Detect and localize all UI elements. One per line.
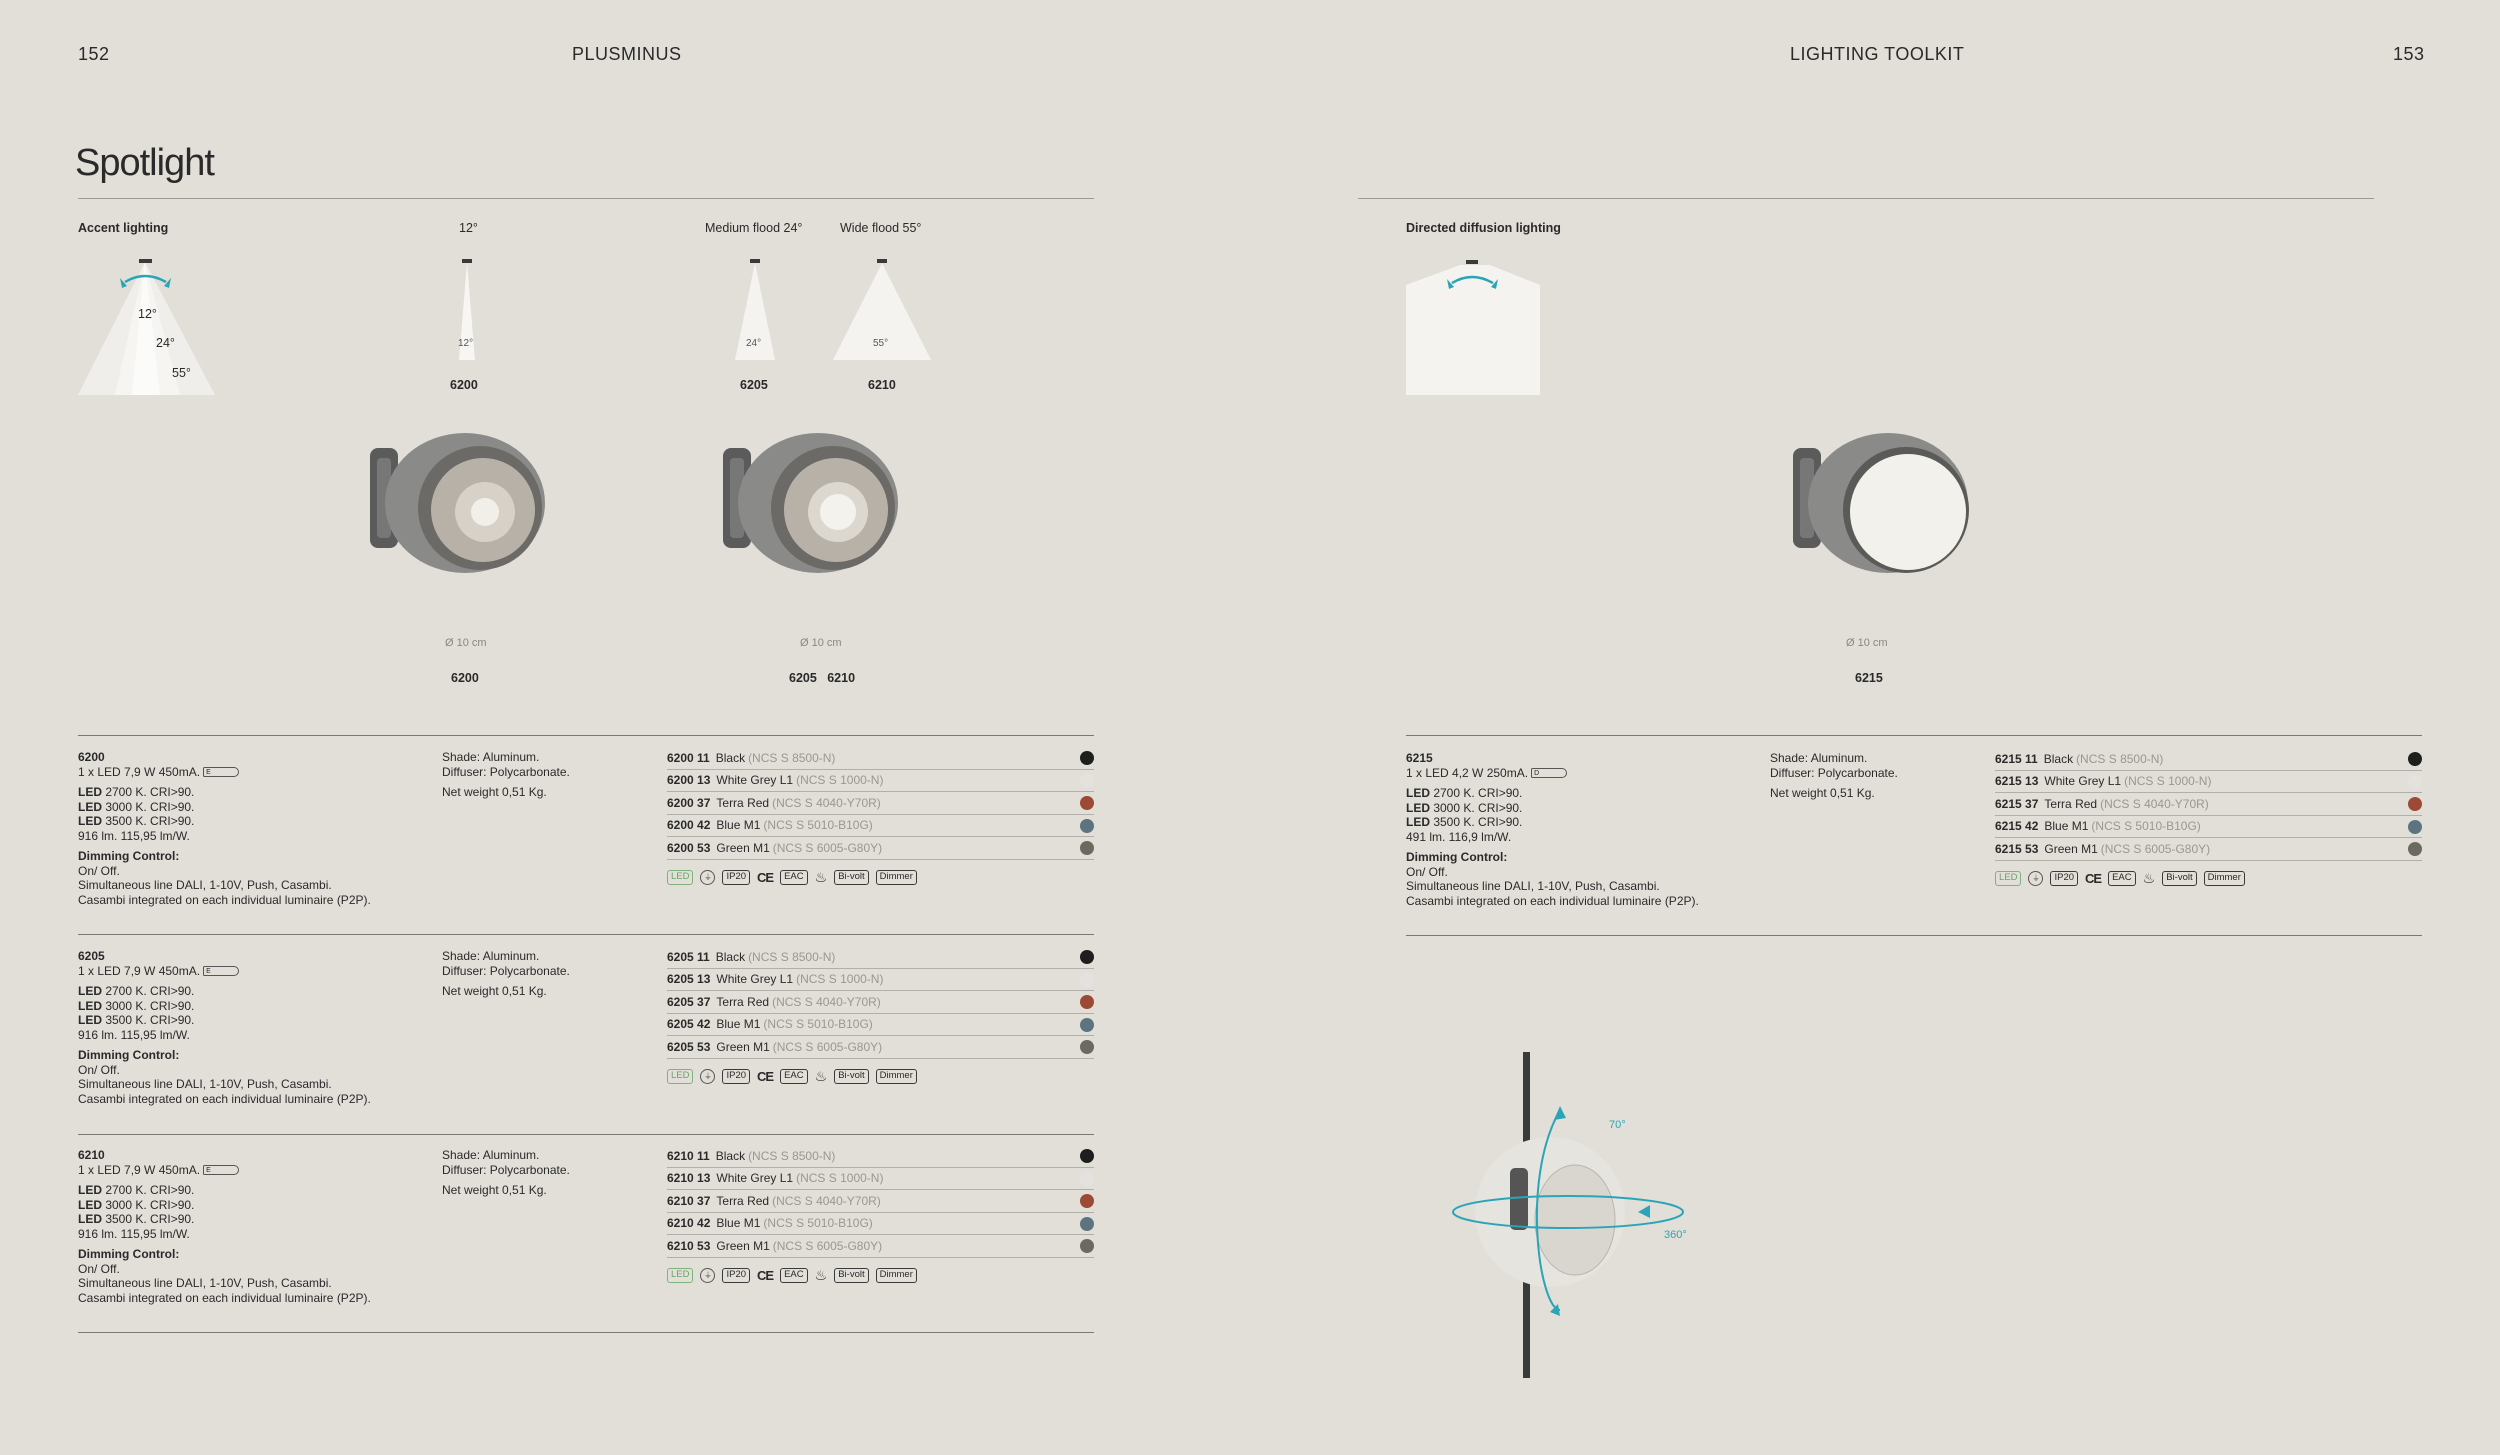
- dimming-line: Casambi integrated on each individual luminaire (P2P).: [78, 1290, 371, 1305]
- color-code: 6205 37: [667, 994, 711, 1009]
- spec-led-line: [78, 1013, 371, 1028]
- spec-power-line: 1 x LED 4,2 W 250mA. D: [1406, 766, 1699, 781]
- led-label: LED: [78, 1197, 102, 1212]
- color-row[interactable]: [667, 815, 1094, 838]
- color-name: Green M1: [716, 840, 770, 855]
- color-swatch: [1080, 751, 1094, 765]
- accent-lighting-label: Accent lighting: [78, 221, 169, 235]
- dimming-line: On/ Off.: [78, 1062, 120, 1077]
- color-swatch: [1080, 1172, 1094, 1186]
- title-divider: [78, 198, 1094, 199]
- spec-code: 6215: [1406, 751, 1433, 765]
- color-name: Green M1: [2044, 841, 2098, 856]
- energy-class-icon: D: [1531, 768, 1567, 778]
- color-name: Black: [715, 1148, 746, 1163]
- color-row[interactable]: [667, 991, 1094, 1014]
- certification-icons: [667, 1068, 1094, 1085]
- color-row[interactable]: [667, 770, 1094, 793]
- spec-divider-right-2: [1406, 935, 2422, 936]
- color-code: 6210 11: [667, 1148, 710, 1163]
- brand-name: PLUSMINUS: [572, 44, 682, 64]
- color-row[interactable]: [667, 792, 1094, 815]
- diffusion-diagram: [1400, 255, 1545, 400]
- color-swatch: [1080, 995, 1094, 1009]
- color-code: 6215 53: [1995, 841, 2039, 856]
- color-ncs: (NCS S 4040-Y70R): [772, 1193, 881, 1208]
- energy-class-icon: E: [203, 1165, 239, 1175]
- dimmer-badge: Dimmer: [876, 1069, 917, 1084]
- color-ncs: (NCS S 5010-B10G): [2091, 819, 2201, 834]
- dimmer-badge: Dimmer: [2204, 871, 2245, 886]
- color-name: Terra Red: [2044, 796, 2098, 811]
- shade-text: Shade: Aluminum.: [1770, 751, 1868, 765]
- dimming-line: On/ Off.: [78, 1261, 120, 1276]
- color-code: 6210 42: [667, 1216, 711, 1231]
- color-code: 6205 42: [667, 1017, 711, 1032]
- page-number-right: 153: [2393, 44, 2425, 64]
- certification-icons: [667, 869, 1094, 886]
- variant-6210-code: 6210: [868, 378, 896, 392]
- spec-code: 6205: [78, 949, 105, 963]
- led-label: LED: [78, 984, 102, 998]
- spec-divider-4: [78, 1332, 1094, 1333]
- shade-text: Shade: Aluminum.: [442, 949, 540, 963]
- color-ncs: (NCS S 5010-B10G): [763, 818, 873, 833]
- flame-icon: ♨: [814, 1067, 828, 1084]
- dimming-line: Simultaneous line DALI, 1-10V, Push, Casambi.: [78, 878, 332, 892]
- spec-lumen: 491 lm. 116,9 lm/W.: [1406, 829, 1512, 844]
- color-name: Green M1: [716, 1039, 770, 1054]
- dimming-line: On/ Off.: [78, 863, 120, 878]
- certification-icons: [1995, 870, 2422, 887]
- color-swatch: [1080, 1217, 1094, 1231]
- material-block-6215: [1770, 751, 1898, 801]
- eac-badge: EAC: [2108, 871, 2136, 886]
- led-value: 2700 K. CRI>90.: [102, 1183, 195, 1197]
- color-row[interactable]: [667, 1036, 1094, 1059]
- color-row[interactable]: [667, 969, 1094, 992]
- ip20-badge: IP20: [722, 1268, 750, 1283]
- color-row[interactable]: [667, 1014, 1094, 1037]
- spec-led-line: [78, 999, 371, 1014]
- led-label: LED: [1406, 786, 1430, 800]
- spec-led-line: [78, 800, 371, 815]
- ground-icon: ⏚: [2028, 871, 2043, 886]
- led-badge: LED: [667, 1069, 693, 1084]
- color-swatch: [2408, 820, 2422, 834]
- color-row[interactable]: [667, 946, 1094, 969]
- spec-led-line: [78, 1212, 371, 1227]
- cone-6210-label: 55°: [873, 338, 889, 349]
- color-name: White Grey L1: [2044, 774, 2122, 789]
- spec-led-line: [1406, 801, 1699, 816]
- bi-volt-badge: Bi-volt: [834, 1268, 868, 1283]
- ip20-badge: IP20: [722, 1069, 750, 1084]
- spec-power-line: 1 x LED 7,9 W 450mA. E: [78, 765, 371, 780]
- ce-mark-icon: CE: [757, 1267, 774, 1283]
- material-block-6210: [442, 1148, 570, 1198]
- dimming-line: Simultaneous line DALI, 1-10V, Push, Casambi.: [78, 1276, 332, 1290]
- beam-angle-diagram: [70, 250, 230, 400]
- color-ncs: (NCS S 8500-N): [748, 949, 836, 964]
- led-badge: LED: [1995, 871, 2021, 886]
- beam-label-24: 24°: [156, 336, 175, 350]
- ground-icon: ⏚: [700, 1069, 715, 1084]
- spec-block-6205: [78, 949, 371, 1106]
- color-swatch: [2408, 775, 2422, 789]
- color-ncs: (NCS S 6005-G80Y): [772, 1039, 883, 1054]
- dimming-line: On/ Off.: [1406, 864, 1448, 879]
- led-label: LED: [1406, 800, 1430, 815]
- color-name: Blue M1: [716, 1017, 761, 1032]
- page-title: Spotlight: [75, 142, 214, 184]
- spec-divider-1: [78, 735, 1094, 736]
- color-ncs: (NCS S 1000-N): [796, 1171, 884, 1186]
- bi-volt-badge: Bi-volt: [2162, 871, 2196, 886]
- ground-icon: ⏚: [700, 870, 715, 885]
- color-ncs: (NCS S 8500-N): [2076, 751, 2164, 766]
- color-row[interactable]: [1995, 748, 2422, 771]
- variant-6200-top-label: 12°: [459, 221, 478, 235]
- color-name: White Grey L1: [716, 1171, 794, 1186]
- flame-icon: ♨: [814, 868, 828, 885]
- ce-mark-icon: CE: [2085, 870, 2102, 886]
- color-swatch: [1080, 796, 1094, 810]
- color-name: White Grey L1: [716, 972, 794, 987]
- color-code: 6200 13: [667, 773, 711, 788]
- color-row[interactable]: [1995, 838, 2422, 861]
- led-value: 2700 K. CRI>90.: [102, 984, 195, 998]
- color-name: Blue M1: [716, 818, 761, 833]
- color-row[interactable]: [1995, 771, 2422, 794]
- cone-6205-label: 24°: [746, 338, 762, 349]
- color-swatch: [2408, 797, 2422, 811]
- led-value: 3500 K. CRI>90.: [102, 1212, 195, 1226]
- diffuser-text: Diffuser: Polycarbonate.: [1770, 765, 1898, 780]
- dimming-title: Dimming Control:: [78, 1247, 180, 1261]
- color-ncs: (NCS S 6005-G80Y): [2100, 841, 2211, 856]
- beam-label-55: 55°: [172, 366, 191, 380]
- led-value: 2700 K. CRI>90.: [1430, 786, 1523, 800]
- color-row[interactable]: [667, 1213, 1094, 1236]
- color-code: 6215 11: [1995, 751, 2038, 766]
- ce-mark-icon: CE: [757, 869, 774, 885]
- beam-label-12: 12°: [138, 307, 157, 321]
- spec-code: 6200: [78, 750, 105, 764]
- color-row[interactable]: [667, 1168, 1094, 1191]
- dimming-line: Casambi integrated on each individual luminaire (P2P).: [1406, 893, 1699, 908]
- material-block-6205: [442, 949, 570, 999]
- color-code: 6210 53: [667, 1238, 711, 1253]
- color-list-6200: [667, 747, 1094, 886]
- led-value: 3500 K. CRI>90.: [102, 1013, 195, 1027]
- spec-divider-right-1: [1406, 735, 2422, 736]
- color-ncs: (NCS S 5010-B10G): [763, 1017, 873, 1032]
- led-label: LED: [78, 799, 102, 814]
- weight-text: Net weight 0,51 Kg.: [1770, 786, 1875, 800]
- color-swatch: [2408, 842, 2422, 856]
- energy-class-icon: E: [203, 767, 239, 777]
- ip20-badge: IP20: [2050, 871, 2078, 886]
- color-code: 6205 11: [667, 949, 710, 964]
- color-name: Black: [715, 750, 746, 765]
- color-ncs: (NCS S 4040-Y70R): [772, 795, 881, 810]
- spec-lumen: 916 lm. 115,95 lm/W.: [78, 1226, 190, 1241]
- eac-badge: EAC: [780, 870, 808, 885]
- spec-led-line: [78, 1183, 371, 1198]
- spec-divider-2: [78, 934, 1094, 935]
- color-ncs: (NCS S 1000-N): [796, 773, 884, 788]
- color-code: 6200 53: [667, 840, 711, 855]
- color-swatch: [1080, 1018, 1094, 1032]
- color-ncs: (NCS S 8500-N): [748, 1148, 836, 1163]
- variant-6205-top-label: Medium flood 24°: [705, 221, 803, 235]
- certification-icons: [667, 1267, 1094, 1284]
- spotlight-6200-image: [365, 418, 565, 598]
- led-value: 3000 K. CRI>90.: [102, 799, 195, 814]
- color-name: Black: [2043, 751, 2074, 766]
- color-name: Blue M1: [2044, 819, 2089, 834]
- diffuser-text: Diffuser: Polycarbonate.: [442, 1162, 570, 1177]
- diffusion-lighting-label: Directed diffusion lighting: [1406, 221, 1561, 235]
- color-code: 6200 42: [667, 818, 711, 833]
- material-block-6200: [442, 750, 570, 800]
- spec-led-line: [78, 814, 371, 829]
- spec-block-6210: [78, 1148, 371, 1305]
- product-6215-dimension: Ø 10 cm: [1846, 637, 1888, 649]
- spec-power-line: 1 x LED 7,9 W 450mA. E: [78, 1163, 371, 1178]
- led-label: LED: [78, 1183, 102, 1197]
- color-row[interactable]: [667, 1235, 1094, 1258]
- spec-led-line: [78, 984, 371, 999]
- color-row[interactable]: [667, 747, 1094, 770]
- weight-text: Net weight 0,51 Kg.: [442, 1183, 547, 1197]
- flame-icon: ♨: [814, 1266, 828, 1283]
- ce-mark-icon: CE: [757, 1068, 774, 1084]
- color-name: Blue M1: [716, 1216, 761, 1231]
- color-code: 6200 11: [667, 750, 710, 765]
- spec-led-line: [1406, 786, 1699, 801]
- color-ncs: (NCS S 1000-N): [796, 972, 884, 987]
- color-code: 6215 13: [1995, 774, 2039, 789]
- dimming-line: Simultaneous line DALI, 1-10V, Push, Casambi.: [1406, 879, 1660, 893]
- led-badge: LED: [667, 870, 693, 885]
- spec-block-6200: [78, 750, 371, 907]
- led-label: LED: [78, 998, 102, 1013]
- color-swatch: [1080, 1194, 1094, 1208]
- shade-text: Shade: Aluminum.: [442, 750, 540, 764]
- color-code: 6215 37: [1995, 796, 2039, 811]
- weight-text: Net weight 0,51 Kg.: [442, 785, 547, 799]
- led-label: LED: [78, 785, 102, 799]
- led-label: LED: [1406, 815, 1430, 829]
- color-name: Terra Red: [716, 1193, 770, 1208]
- color-code: 6205 53: [667, 1039, 711, 1054]
- dimmer-badge: Dimmer: [876, 870, 917, 885]
- bi-volt-badge: Bi-volt: [834, 870, 868, 885]
- color-code: 6210 37: [667, 1193, 711, 1208]
- led-label: LED: [78, 814, 102, 828]
- led-value: 3000 K. CRI>90.: [1430, 800, 1523, 815]
- led-badge: LED: [667, 1268, 693, 1283]
- color-ncs: (NCS S 4040-Y70R): [772, 994, 881, 1009]
- dimming-title: Dimming Control:: [78, 1048, 180, 1062]
- color-swatch: [1080, 774, 1094, 788]
- ip20-badge: IP20: [722, 870, 750, 885]
- spec-led-line: [78, 1198, 371, 1213]
- color-row[interactable]: [667, 837, 1094, 860]
- product-6200-code: 6200: [451, 671, 479, 685]
- color-ncs: (NCS S 6005-G80Y): [772, 840, 883, 855]
- dimming-line: Casambi integrated on each individual luminaire (P2P).: [78, 1091, 371, 1106]
- section-name: LIGHTING TOOLKIT: [1790, 44, 1965, 64]
- eac-badge: EAC: [780, 1268, 808, 1283]
- color-code: 6200 37: [667, 795, 711, 810]
- bi-volt-badge: Bi-volt: [834, 1069, 868, 1084]
- color-code: 6210 13: [667, 1171, 711, 1186]
- title-divider-right: [1358, 198, 2374, 199]
- flame-icon: ♨: [2142, 869, 2156, 886]
- eac-badge: EAC: [780, 1069, 808, 1084]
- page-number-left: 152: [78, 44, 110, 64]
- color-row[interactable]: [1995, 816, 2422, 839]
- dimming-line: Casambi integrated on each individual luminaire (P2P).: [78, 892, 371, 907]
- color-list-6205: [667, 946, 1094, 1085]
- color-swatch: [1080, 1239, 1094, 1253]
- color-name: Green M1: [716, 1238, 770, 1253]
- color-row[interactable]: [1995, 793, 2422, 816]
- color-swatch: [1080, 1040, 1094, 1054]
- product-6215-code: 6215: [1855, 671, 1883, 685]
- color-swatch: [1080, 1149, 1094, 1163]
- color-code: 6205 13: [667, 972, 711, 987]
- color-swatch: [1080, 819, 1094, 833]
- spec-lumen: 916 lm. 115,95 lm/W.: [78, 828, 190, 843]
- diffuser-text: Diffuser: Polycarbonate.: [442, 764, 570, 779]
- dimming-title: Dimming Control:: [1406, 850, 1508, 864]
- color-swatch: [2408, 752, 2422, 766]
- variant-6200-code: 6200: [450, 378, 478, 392]
- product-6200-dimension: Ø 10 cm: [445, 637, 487, 649]
- color-name: Black: [715, 949, 746, 964]
- color-name: Terra Red: [716, 795, 770, 810]
- ground-icon: ⏚: [700, 1268, 715, 1283]
- color-ncs: (NCS S 8500-N): [748, 750, 836, 765]
- energy-class-icon: E: [203, 966, 239, 976]
- color-ncs: (NCS S 6005-G80Y): [772, 1238, 883, 1253]
- spec-code: 6210: [78, 1148, 105, 1162]
- color-swatch: [1080, 950, 1094, 964]
- variant-6210-top-label: Wide flood 55°: [840, 221, 922, 235]
- dimmer-badge: Dimmer: [876, 1268, 917, 1283]
- color-ncs: (NCS S 1000-N): [2124, 774, 2212, 789]
- dimming-line: Simultaneous line DALI, 1-10V, Push, Casambi.: [78, 1077, 332, 1091]
- led-value: 2700 K. CRI>90.: [102, 785, 195, 799]
- spec-lumen: 916 lm. 115,95 lm/W.: [78, 1027, 190, 1042]
- color-swatch: [1080, 841, 1094, 855]
- rotation-label-360: 360°: [1664, 1229, 1687, 1241]
- color-name: Terra Red: [716, 994, 770, 1009]
- color-name: White Grey L1: [716, 773, 794, 788]
- spotlight-6215-image: [1788, 418, 1988, 598]
- color-row[interactable]: [667, 1145, 1094, 1168]
- product-6205-dimension: Ø 10 cm: [800, 637, 842, 649]
- led-value: 3500 K. CRI>90.: [1430, 815, 1523, 829]
- color-list-6215: [1995, 748, 2422, 887]
- spec-led-line: [78, 785, 371, 800]
- spotlight-6205-image: [718, 418, 918, 598]
- variant-6205-code: 6205: [740, 378, 768, 392]
- color-ncs: (NCS S 4040-Y70R): [2100, 796, 2209, 811]
- dimming-title: Dimming Control:: [78, 849, 180, 863]
- led-value: 3500 K. CRI>90.: [102, 814, 195, 828]
- led-value: 3000 K. CRI>90.: [102, 1197, 195, 1212]
- spec-power-line: 1 x LED 7,9 W 450mA. E: [78, 964, 371, 979]
- color-swatch: [1080, 973, 1094, 987]
- led-label: LED: [78, 1212, 102, 1226]
- rotation-diagram: [1450, 1050, 1710, 1380]
- cone-6200-label: 12°: [458, 338, 474, 349]
- color-row[interactable]: [667, 1190, 1094, 1213]
- led-label: LED: [78, 1013, 102, 1027]
- color-ncs: (NCS S 5010-B10G): [763, 1216, 873, 1231]
- color-code: 6215 42: [1995, 819, 2039, 834]
- shade-text: Shade: Aluminum.: [442, 1148, 540, 1162]
- spec-divider-3: [78, 1134, 1094, 1135]
- diffuser-text: Diffuser: Polycarbonate.: [442, 963, 570, 978]
- spec-block-6215: [1406, 751, 1699, 908]
- spec-led-line: [1406, 815, 1699, 830]
- weight-text: Net weight 0,51 Kg.: [442, 984, 547, 998]
- rotation-label-70: 70°: [1609, 1119, 1626, 1131]
- product-6205-6210-codes: 6205 6210: [789, 671, 856, 685]
- color-list-6210: [667, 1145, 1094, 1284]
- led-value: 3000 K. CRI>90.: [102, 998, 195, 1013]
